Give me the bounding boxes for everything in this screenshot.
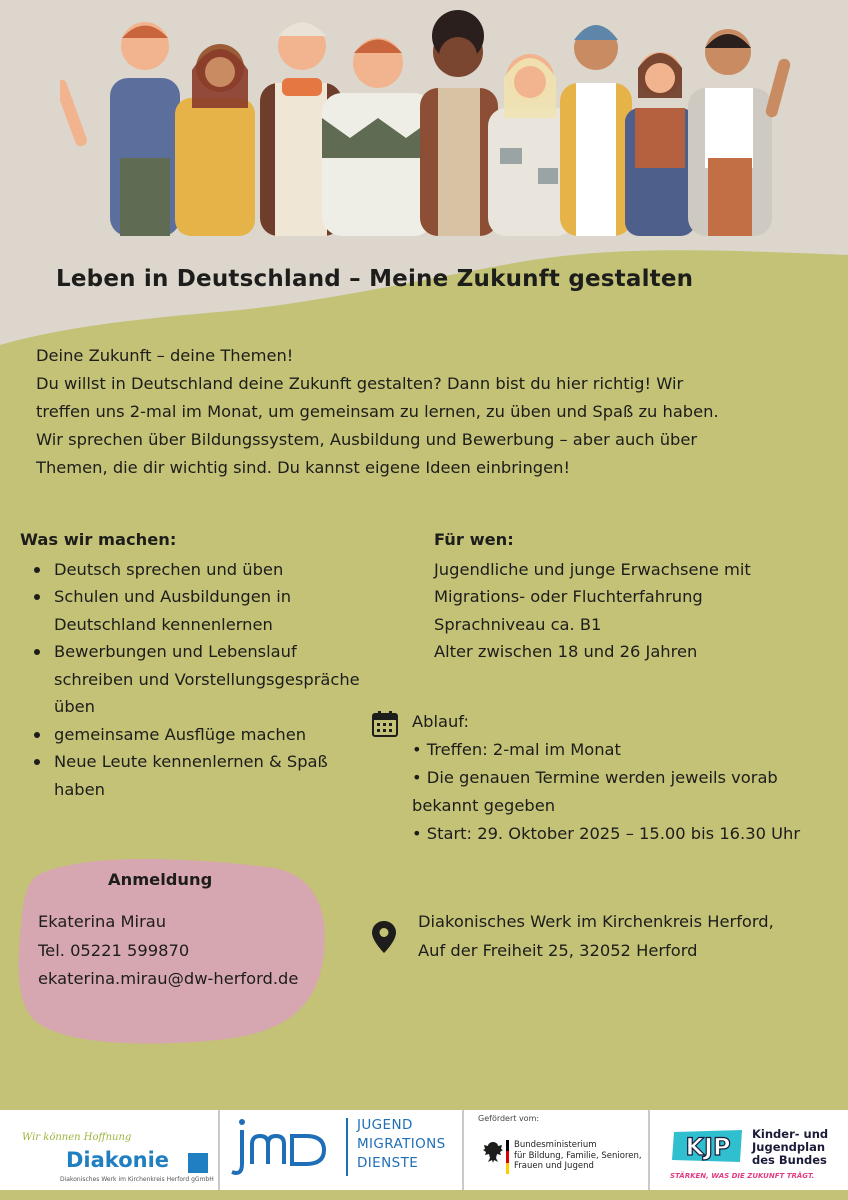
jmd-divider (346, 1118, 348, 1176)
calendar-icon (372, 711, 398, 737)
address-block (418, 908, 774, 965)
people-illustration (60, 8, 800, 236)
jmd-line: JUGEND (357, 1117, 413, 1133)
intro-line: treffen uns 2-mal im Monat, um gemeinsam zu lernen, zu üben und Spaß zu haben. (36, 402, 719, 421)
schedule-line: • Die genauen Termine werden jeweils vorab (412, 768, 778, 787)
kjp-logo-icon (670, 1128, 746, 1164)
audience-line: Jugendliche und junge Erwachsene mit (434, 559, 751, 579)
list-item: Bewerbungen und Lebenslauf schreiben und Vorstellungsgespräche üben (20, 638, 360, 721)
ministry-line: für Bildung, Familie, Senioren, (514, 1150, 642, 1161)
list-item: gemeinsame Ausflüge machen (20, 721, 360, 749)
schedule-section (412, 708, 842, 848)
sponsor-footer (0, 1110, 848, 1190)
registration-contact (38, 908, 298, 994)
jmd-logo-icon (228, 1116, 338, 1182)
address-line: Diakonisches Werk im Kirchenkreis Herford, (418, 912, 774, 931)
kjp-line: Kinder- und (752, 1127, 829, 1141)
activities-section (20, 526, 360, 803)
ministry-line: Bundesministerium (514, 1140, 597, 1150)
ministry-line: Frauen und Jugend (514, 1161, 594, 1171)
audience-section (434, 526, 834, 666)
schedule-line: • Start: 29. Oktober 2025 – 15.00 bis 16.30 Uhr (412, 824, 801, 843)
jmd-line: DIENSTE (357, 1155, 419, 1171)
map-pin-icon (372, 921, 396, 953)
list-item: Schulen und Ausbildungen in Deutschland kennenlernen (20, 583, 360, 638)
audience-line: Migrations- oder Fluchterfahrung (434, 587, 703, 606)
intro-text (36, 342, 796, 482)
address-line: Auf der Freiheit 25, 32052 Herford (418, 940, 698, 960)
kjp-line: Jugendplan (752, 1140, 826, 1154)
diakonie-tagline: Wir können Hoffnung (22, 1132, 132, 1143)
footer-divider (218, 1110, 220, 1190)
schedule-line: bekannt gegeben (412, 796, 556, 815)
activities-heading: Was wir machen: (20, 530, 177, 549)
jmd-line: MIGRATIONS (357, 1136, 446, 1152)
intro-line: Du willst in Deutschland deine Zukunft gestalten? Dann bist du hier richtig! Wir (36, 374, 684, 393)
kjp-line: des Bundes (752, 1153, 827, 1167)
audience-heading: Für wen: (434, 530, 514, 549)
list-item: Neue Leute kennenlernen & Spaß haben (20, 748, 360, 803)
diakonie-cross-icon (188, 1153, 208, 1173)
ministry-name (514, 1140, 642, 1172)
contact-email[interactable]: ekaterina.mirau@dw-herford.de (38, 969, 299, 988)
diakonie-logo-text: Diakonie (66, 1148, 170, 1172)
audience-line: Sprachniveau ca. B1 (434, 614, 602, 634)
contact-phone[interactable]: Tel. 05221 599870 (38, 940, 190, 960)
list-item: Deutsch sprechen und üben (20, 556, 360, 584)
intro-line: Deine Zukunft – deine Themen! (36, 346, 294, 365)
kjp-name (752, 1128, 828, 1167)
page-title: Leben in Deutschland – Meine Zukunft gestalten (56, 266, 694, 292)
german-flag-icon (506, 1140, 509, 1174)
intro-line: Themen, die dir wichtig sind. Du kannst eigene Ideen einbringen! (36, 458, 570, 477)
schedule-line: Ablauf: (412, 712, 469, 731)
contact-name: Ekaterina Mirau (38, 912, 167, 931)
activities-list (20, 556, 360, 804)
registration-heading: Anmeldung (108, 870, 213, 889)
jmd-wordmark (357, 1116, 446, 1173)
audience-line: Alter zwischen 18 und 26 Jahren (434, 642, 698, 661)
diakonie-subtitle: Diakonisches Werk im Kirchenkreis Herford gGmbH (60, 1176, 214, 1183)
footer-divider (462, 1110, 464, 1190)
funded-by-label: Gefördert vom: (478, 1114, 540, 1123)
federal-eagle-icon (482, 1140, 504, 1164)
intro-line: Wir sprechen über Bildungssystem, Ausbildung und Bewerbung – aber auch über (36, 430, 698, 449)
footer-divider (648, 1110, 650, 1190)
kjp-abbr: KJP (685, 1133, 731, 1161)
schedule-line: • Treffen: 2-mal im Monat (412, 740, 621, 759)
kjp-slogan: STÄRKEN, WAS DIE ZUKUNFT TRÄGT. (670, 1172, 815, 1180)
